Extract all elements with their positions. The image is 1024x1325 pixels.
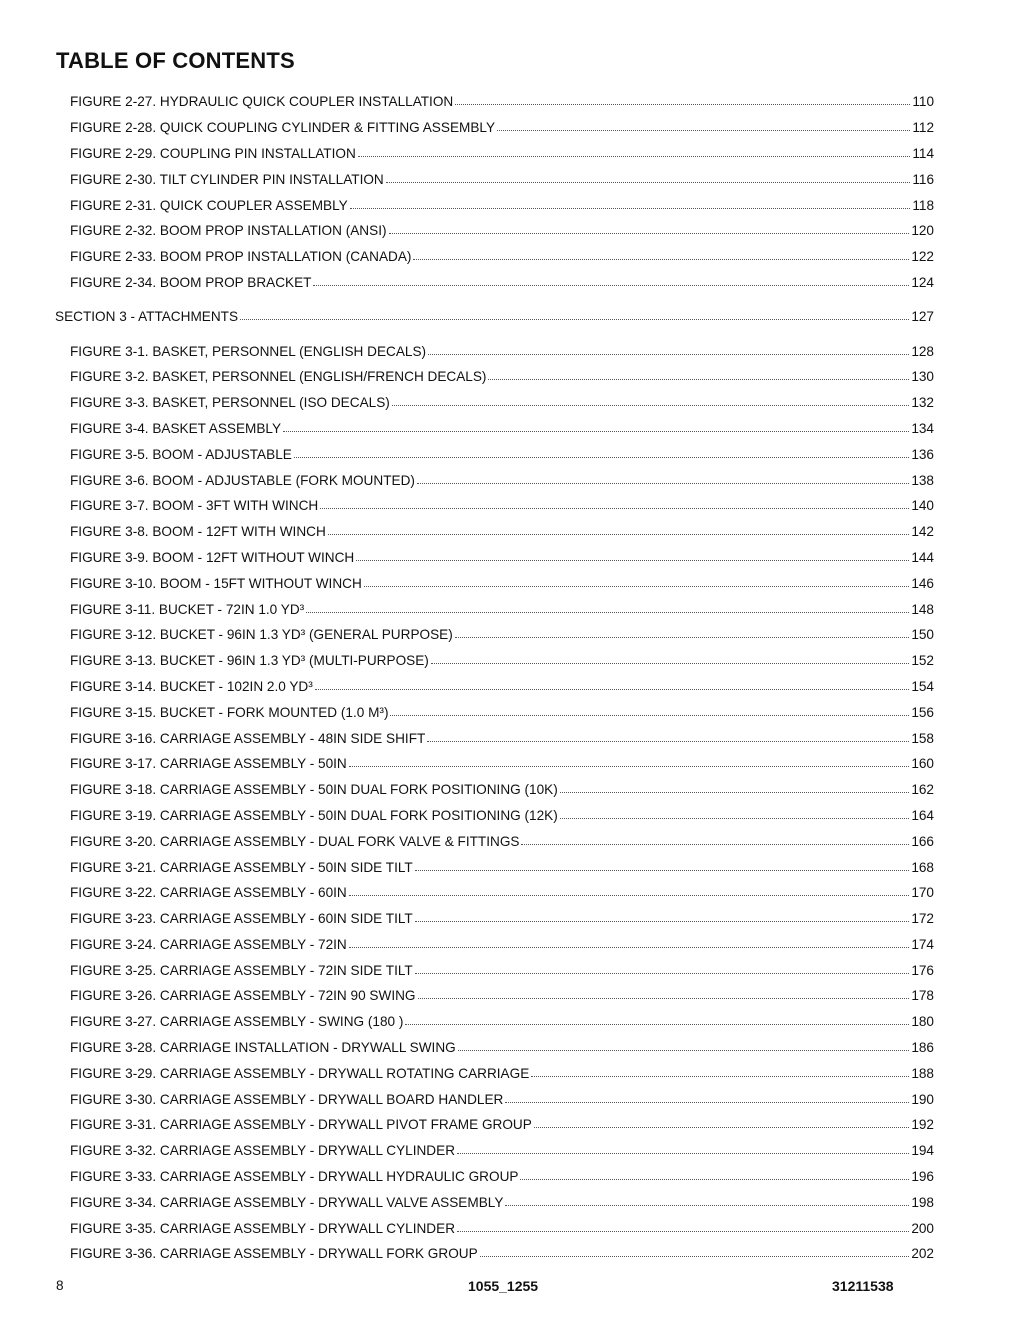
- dot-leader: [389, 233, 910, 234]
- toc-entry-label: FIGURE 3-27. CARRIAGE ASSEMBLY - SWING (180 ): [70, 1014, 404, 1030]
- toc-entry-page: 128: [911, 343, 934, 359]
- toc-entry-label: FIGURE 3-22. CARRIAGE ASSEMBLY - 60IN: [70, 885, 347, 901]
- toc-figure-entry[interactable]: [0, 777, 934, 803]
- toc-entry-label: FIGURE 3-21. CARRIAGE ASSEMBLY - 50IN SIDE TILT: [70, 859, 413, 875]
- toc-entry-label: FIGURE 2-28. QUICK COUPLING CYLINDER & FITTING ASSEMBLY: [70, 120, 496, 136]
- toc-entry-page: 172: [911, 911, 934, 927]
- toc-entry-page: 110: [912, 94, 934, 110]
- toc-entry-label: FIGURE 3-9. BOOM - 12FT WITHOUT WINCH: [70, 549, 355, 565]
- toc-entry-label: FIGURE 3-3. BASKET, PERSONNEL (ISO DECALS): [70, 395, 390, 411]
- toc-entry-page: 162: [911, 782, 934, 798]
- dot-leader: [505, 1102, 909, 1103]
- toc-entry-page: 114: [912, 145, 934, 161]
- toc-figure-entry[interactable]: [0, 519, 934, 545]
- toc-entry-page: 198: [911, 1194, 934, 1210]
- toc-entry-label: FIGURE 3-15. BUCKET - FORK MOUNTED (1.0 M³): [70, 704, 389, 720]
- toc-entry-page: 146: [911, 575, 934, 591]
- toc-entry-label: FIGURE 3-24. CARRIAGE ASSEMBLY - 72IN: [70, 936, 347, 952]
- dot-leader: [240, 319, 909, 320]
- dot-leader: [415, 973, 910, 974]
- toc-entry-page: 132: [911, 395, 934, 411]
- toc-figure-entry[interactable]: [0, 1060, 934, 1086]
- toc-figure-entry[interactable]: [0, 1112, 934, 1138]
- toc-entry-label: FIGURE 2-27. HYDRAULIC QUICK COUPLER INSTALLATION: [70, 94, 454, 110]
- dot-leader: [283, 431, 909, 432]
- dot-leader: [415, 921, 910, 922]
- toc-figure-entry[interactable]: [0, 854, 934, 880]
- page-title: TABLE OF CONTENTS: [56, 48, 295, 73]
- toc-figure-entry[interactable]: [0, 115, 934, 141]
- toc-entry-label: FIGURE 3-6. BOOM - ADJUSTABLE (FORK MOUNTED): [70, 472, 415, 488]
- toc-entry-label: FIGURE 3-14. BUCKET - 102IN 2.0 YD³: [70, 678, 313, 694]
- dot-leader: [356, 560, 909, 561]
- toc-entry-page: 186: [911, 1040, 934, 1056]
- toc-entry-page: 144: [911, 549, 934, 565]
- toc-entry-label: FIGURE 3-12. BUCKET - 96IN 1.3 YD³ (GENERAL PURPOSE): [70, 627, 453, 643]
- toc-entry-label: FIGURE 2-33. BOOM PROP INSTALLATION (CANADA): [70, 249, 412, 265]
- toc-entry-label: FIGURE 3-36. CARRIAGE ASSEMBLY - DRYWALL FORK GROUP: [70, 1246, 478, 1262]
- toc-entry-page: 188: [911, 1065, 934, 1081]
- dot-leader: [458, 1050, 910, 1051]
- dot-leader: [413, 259, 909, 260]
- toc-entry-label: FIGURE 3-1. BASKET, PERSONNEL (ENGLISH DECALS): [70, 343, 427, 359]
- footer-page-number: 8: [56, 1278, 64, 1293]
- toc-entry-label: FIGURE 3-26. CARRIAGE ASSEMBLY - 72IN 90 SWING: [70, 988, 416, 1004]
- dot-leader: [386, 182, 911, 183]
- toc-entry-page: 190: [911, 1091, 934, 1107]
- toc-entry-label: FIGURE 3-28. CARRIAGE INSTALLATION - DRYWALL SWING: [70, 1040, 456, 1056]
- toc-figure-entry[interactable]: [0, 141, 934, 167]
- dot-leader: [505, 1205, 909, 1206]
- dot-leader: [480, 1256, 910, 1257]
- toc-figure-entry[interactable]: [0, 467, 934, 493]
- dot-leader: [560, 792, 910, 793]
- toc-figure-entry[interactable]: [0, 596, 934, 622]
- toc-entry-label: FIGURE 2-34. BOOM PROP BRACKET: [70, 274, 312, 290]
- toc-figure-entry[interactable]: [0, 622, 934, 648]
- toc-figure-entry[interactable]: [0, 1215, 934, 1241]
- toc-entry-label: FIGURE 3-32. CARRIAGE ASSEMBLY - DRYWALL CYLINDER: [70, 1143, 456, 1159]
- dot-leader: [534, 1127, 910, 1128]
- toc-figure-entry[interactable]: [0, 880, 934, 906]
- toc-entry-page: 176: [911, 962, 934, 978]
- toc-entry-label: FIGURE 3-33. CARRIAGE ASSEMBLY - DRYWALL HYDRAULIC GROUP: [70, 1169, 519, 1185]
- toc-figure-entry[interactable]: [0, 493, 934, 519]
- toc-entry-page: 118: [912, 197, 934, 213]
- toc-figure-entry[interactable]: [0, 1189, 934, 1215]
- toc-entry-page: 168: [911, 859, 934, 875]
- dot-leader: [349, 895, 910, 896]
- toc-figure-entry[interactable]: [0, 570, 934, 596]
- toc-entry-page: 180: [911, 1014, 934, 1030]
- toc-entry-page: 148: [911, 601, 934, 617]
- toc-figure-entry[interactable]: [0, 648, 934, 674]
- toc-figure-entry[interactable]: [0, 218, 934, 244]
- toc-entry-label: FIGURE 2-29. COUPLING PIN INSTALLATION: [70, 145, 356, 161]
- toc-entry-label: FIGURE 3-29. CARRIAGE ASSEMBLY - DRYWALL ROTATING CARRIAGE: [70, 1065, 530, 1081]
- toc-figure-entry[interactable]: [0, 390, 934, 416]
- dot-leader: [364, 586, 910, 587]
- toc-entry-page: 134: [911, 420, 934, 436]
- toc-figure-entry[interactable]: [0, 932, 934, 958]
- footer-document-number: 31211538: [832, 1278, 894, 1294]
- toc-entry-label: FIGURE 3-10. BOOM - 15FT WITHOUT WINCH: [70, 575, 362, 591]
- toc-entry-page: 136: [911, 446, 934, 462]
- toc-entry-label: SECTION 3 - ATTACHMENTS: [55, 309, 239, 325]
- dot-leader: [431, 663, 910, 664]
- toc-entry-label: FIGURE 3-23. CARRIAGE ASSEMBLY - 60IN SIDE TILT: [70, 911, 413, 927]
- toc-entry-label: FIGURE 3-34. CARRIAGE ASSEMBLY - DRYWALL VALVE ASSEMBLY: [70, 1194, 504, 1210]
- toc-entry-page: 116: [912, 171, 934, 187]
- toc-figure-entry[interactable]: [0, 957, 934, 983]
- toc-entry-label: FIGURE 3-31. CARRIAGE ASSEMBLY - DRYWALL PIVOT FRAME GROUP: [70, 1117, 532, 1133]
- toc-entry-page: 174: [911, 936, 934, 952]
- toc-entry-label: FIGURE 3-16. CARRIAGE ASSEMBLY - 48IN SIDE SHIFT: [70, 730, 426, 746]
- toc-figure-entry[interactable]: [0, 674, 934, 700]
- toc-entry-page: 200: [911, 1220, 934, 1236]
- dot-leader: [349, 766, 910, 767]
- dot-leader: [531, 1076, 909, 1077]
- toc-entry-label: FIGURE 3-25. CARRIAGE ASSEMBLY - 72IN SIDE TILT: [70, 962, 413, 978]
- toc-entry-label: FIGURE 3-30. CARRIAGE ASSEMBLY - DRYWALL BOARD HANDLER: [70, 1091, 504, 1107]
- dot-leader: [392, 405, 910, 406]
- toc-entry-page: 152: [911, 653, 934, 669]
- dot-leader: [415, 870, 910, 871]
- toc-entry-page: 156: [911, 704, 934, 720]
- toc-entry-page: 112: [912, 120, 934, 136]
- toc-entry-label: FIGURE 3-8. BOOM - 12FT WITH WINCH: [70, 524, 326, 540]
- dot-leader: [457, 1153, 909, 1154]
- toc-entry-page: 142: [911, 524, 934, 540]
- dot-leader: [294, 457, 909, 458]
- toc-entry-label: FIGURE 3-5. BOOM - ADJUSTABLE: [70, 446, 292, 462]
- toc-entry-page: 150: [911, 627, 934, 643]
- dot-leader: [320, 508, 909, 509]
- toc-entry-page: 196: [911, 1169, 934, 1185]
- dot-leader: [488, 379, 909, 380]
- dot-leader: [417, 483, 909, 484]
- toc-figure-entry[interactable]: [0, 1241, 934, 1267]
- toc-entry-page: 194: [911, 1143, 934, 1159]
- dot-leader: [455, 104, 910, 105]
- toc-entry-page: 124: [911, 274, 934, 290]
- toc-entry-page: 138: [911, 472, 934, 488]
- toc-entry-label: FIGURE 3-13. BUCKET - 96IN 1.3 YD³ (MULTI-PURPOSE): [70, 653, 429, 669]
- dot-leader: [390, 715, 909, 716]
- dot-leader: [457, 1231, 909, 1232]
- dot-leader: [455, 637, 910, 638]
- toc-entry-page: 120: [911, 223, 934, 239]
- dot-leader: [350, 208, 911, 209]
- toc-figure-entry[interactable]: [0, 416, 934, 442]
- toc-figure-entry[interactable]: [0, 545, 934, 571]
- toc-figure-entry[interactable]: [0, 441, 934, 467]
- toc-entry-page: 127: [911, 309, 934, 325]
- toc-figure-entry[interactable]: [0, 244, 934, 270]
- footer-model: 1055_1255: [468, 1278, 539, 1294]
- dot-leader: [418, 998, 910, 999]
- toc-figure-entry[interactable]: [0, 906, 934, 932]
- dot-leader: [497, 130, 910, 131]
- toc-figure-entry[interactable]: [0, 725, 934, 751]
- toc-entry-page: 178: [911, 988, 934, 1004]
- toc-entry-label: FIGURE 3-35. CARRIAGE ASSEMBLY - DRYWALL CYLINDER: [70, 1220, 456, 1236]
- dot-leader: [405, 1024, 909, 1025]
- dot-leader: [313, 285, 909, 286]
- page-footer: [0, 1278, 1024, 1298]
- dot-leader: [358, 156, 911, 157]
- toc-figure-entry[interactable]: [0, 983, 934, 1009]
- toc-entry-label: FIGURE 3-7. BOOM - 3FT WITH WINCH: [70, 498, 319, 514]
- dot-leader: [428, 354, 909, 355]
- toc-entry-label: FIGURE 3-19. CARRIAGE ASSEMBLY - 50IN DUAL FORK POSITIONING (12K): [70, 807, 558, 823]
- toc-figure-entry[interactable]: [0, 828, 934, 854]
- toc-figure-entry[interactable]: [0, 270, 934, 296]
- toc-figure-entry[interactable]: [0, 89, 934, 115]
- toc-entry-page: 202: [911, 1246, 934, 1262]
- dot-leader: [349, 947, 910, 948]
- toc-entry-page: 158: [911, 730, 934, 746]
- toc-section-entry[interactable]: [0, 304, 934, 330]
- dot-leader: [520, 1179, 909, 1180]
- toc-figure-entry[interactable]: [0, 338, 934, 364]
- dot-leader: [427, 741, 909, 742]
- dot-leader: [328, 534, 910, 535]
- toc-entry-page: 130: [911, 369, 934, 385]
- toc-entry-label: FIGURE 3-2. BASKET, PERSONNEL (ENGLISH/FRENCH DECALS): [70, 369, 487, 385]
- toc-entry-label: FIGURE 3-17. CARRIAGE ASSEMBLY - 50IN: [70, 756, 347, 772]
- toc-entry-page: 122: [911, 249, 934, 265]
- toc-entry-page: 154: [911, 678, 934, 694]
- toc-entry-label: FIGURE 3-11. BUCKET - 72IN 1.0 YD³: [70, 601, 305, 617]
- toc-entry-label: FIGURE 2-32. BOOM PROP INSTALLATION (ANSI): [70, 223, 387, 239]
- dot-leader: [521, 844, 909, 845]
- toc-figure-entry[interactable]: [0, 699, 934, 725]
- toc-entry-label: FIGURE 3-20. CARRIAGE ASSEMBLY - DUAL FORK VALVE & FITTINGS: [70, 833, 520, 849]
- toc-entry-label: FIGURE 2-30. TILT CYLINDER PIN INSTALLATION: [70, 171, 384, 187]
- table-of-contents: [0, 89, 1024, 1267]
- toc-entry-page: 192: [911, 1117, 934, 1133]
- toc-entry-label: FIGURE 2-31. QUICK COUPLER ASSEMBLY: [70, 197, 348, 213]
- dot-leader: [306, 612, 909, 613]
- toc-entry-label: FIGURE 3-4. BASKET ASSEMBLY: [70, 420, 282, 436]
- toc-figure-entry[interactable]: [0, 803, 934, 829]
- toc-figure-entry[interactable]: [0, 1035, 934, 1061]
- toc-entry-label: FIGURE 3-18. CARRIAGE ASSEMBLY - 50IN DUAL FORK POSITIONING (10K): [70, 782, 558, 798]
- toc-entry-page: 160: [911, 756, 934, 772]
- toc-figure-entry[interactable]: [0, 166, 934, 192]
- dot-leader: [315, 689, 910, 690]
- toc-figure-entry[interactable]: [0, 364, 934, 390]
- toc-figure-entry[interactable]: [0, 1009, 934, 1035]
- toc-figure-entry[interactable]: [0, 1086, 934, 1112]
- toc-entry-page: 166: [911, 833, 934, 849]
- toc-figure-entry[interactable]: [0, 192, 934, 218]
- dot-leader: [560, 818, 910, 819]
- toc-entry-page: 140: [911, 498, 934, 514]
- toc-entry-page: 164: [911, 807, 934, 823]
- toc-figure-entry[interactable]: [0, 1138, 934, 1164]
- toc-figure-entry[interactable]: [0, 1164, 934, 1190]
- toc-entry-page: 170: [911, 885, 934, 901]
- toc-figure-entry[interactable]: [0, 751, 934, 777]
